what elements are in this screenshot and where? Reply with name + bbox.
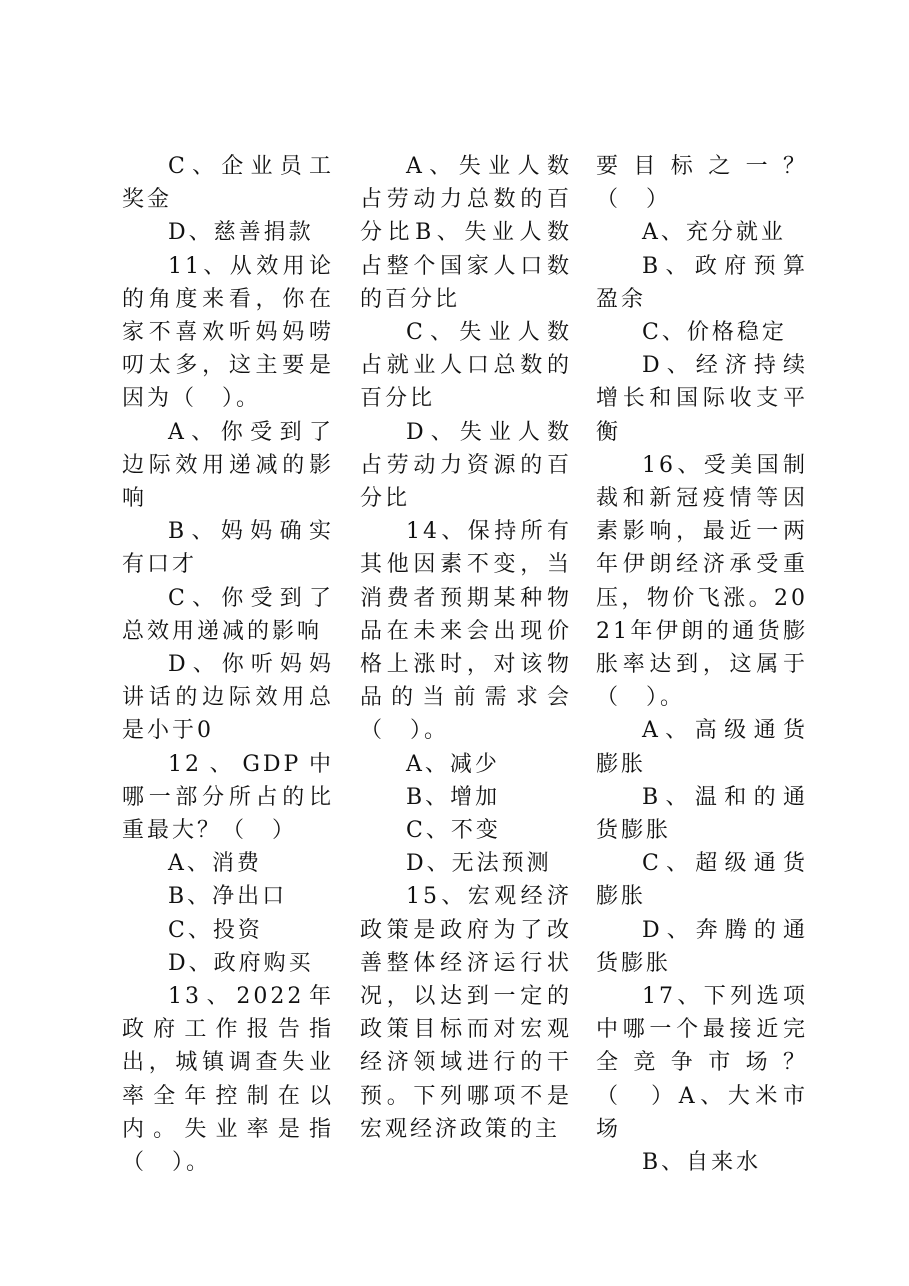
text-column-1	[122, 150, 334, 1179]
question-14: 14、保持所有其他因素不变，当消费者预期某种物品在未来会出现价格上涨时，对该物品的当前需求会（ ）。	[360, 519, 572, 744]
text-column-2	[360, 150, 572, 1146]
option-c-paragraph: C、企业员工奖金	[122, 154, 334, 213]
question-13-option-a-b: A、失业人数占劳动力总数的百分比B、失业人数占整个国家人口数的百分比	[360, 154, 572, 312]
question-16-option-a: A、高级通货膨胀	[596, 718, 808, 777]
question-12: 12、GDP中哪一部分所占的比重最大？（ ）	[122, 751, 334, 844]
question-14-option-a: A、减少	[406, 751, 500, 777]
question-12-option-d: D、政府购买	[168, 950, 314, 976]
question-11-option-a: A、你受到了边际效用递减的影响	[122, 419, 334, 512]
question-15-option-c: C、价格稳定	[642, 320, 787, 346]
question-12-option-b: B、净出口	[168, 884, 288, 910]
question-15-option-a: A、充分就业	[642, 220, 786, 246]
question-15-option-d: D、经济持续增长和国际收支平衡	[596, 353, 808, 445]
question-11-option-d: D、你听妈妈讲话的边际效用总是小于0	[122, 652, 334, 744]
question-12-option-c: C、投资	[168, 917, 263, 943]
question-11-option-b: B、妈妈确实有口才	[122, 519, 334, 578]
question-12-option-a: A、消费	[168, 851, 262, 877]
question-11-option-c: C、你受到了总效用递减的影响	[122, 585, 334, 644]
question-15-option-b: B、政府预算盈余	[596, 253, 808, 312]
text-column-3	[596, 150, 808, 1179]
question-13-option-c: C、失业人数占就业人口总数的百分比	[360, 320, 572, 412]
question-14-option-d: D、无法预测	[406, 851, 552, 877]
question-14-option-c: C、不变	[406, 818, 501, 844]
question-16-option-b: B、温和的通货膨胀	[596, 784, 808, 844]
question-14-option-b: B、增加	[406, 784, 501, 810]
question-15-continued: 要目标之一？（ ）	[596, 154, 808, 213]
question-16-option-d: D、奔腾的通货膨胀	[596, 917, 808, 976]
question-13: 13、2022年政府工作报告指出，城镇调查失业率全年控制在以内。失业率是指（ ）。	[122, 984, 334, 1176]
question-15: 15、宏观经济政策是政府为了改善整体经济运行状况，以达到一定的政策目标而对宏观经济领域进行的干预。下列哪项不是宏观经济政策的主	[360, 884, 572, 1142]
question-11: 11、从效用论的角度来看，你在家不喜欢听妈妈唠叨太多，这主要是因为（ ）。	[122, 253, 334, 412]
question-13-option-d: D、失业人数占劳动力资源的百分比	[360, 419, 572, 512]
question-16-option-c: C、超级通货膨胀	[596, 851, 808, 910]
question-16: 16、受美国制裁和新冠疫情等因素影响，最近一两年伊朗经济承受重压，物价飞涨。2021年伊朗的通货膨胀率达到，这属于（ ）。	[596, 452, 808, 711]
option-d-paragraph: D、慈善捐款	[168, 220, 314, 246]
question-17: 17、下列选项中哪一个最接近完全竞争市场？（ ）A、大米市场	[596, 984, 808, 1142]
question-17-option-b: B、自来水	[642, 1150, 762, 1176]
